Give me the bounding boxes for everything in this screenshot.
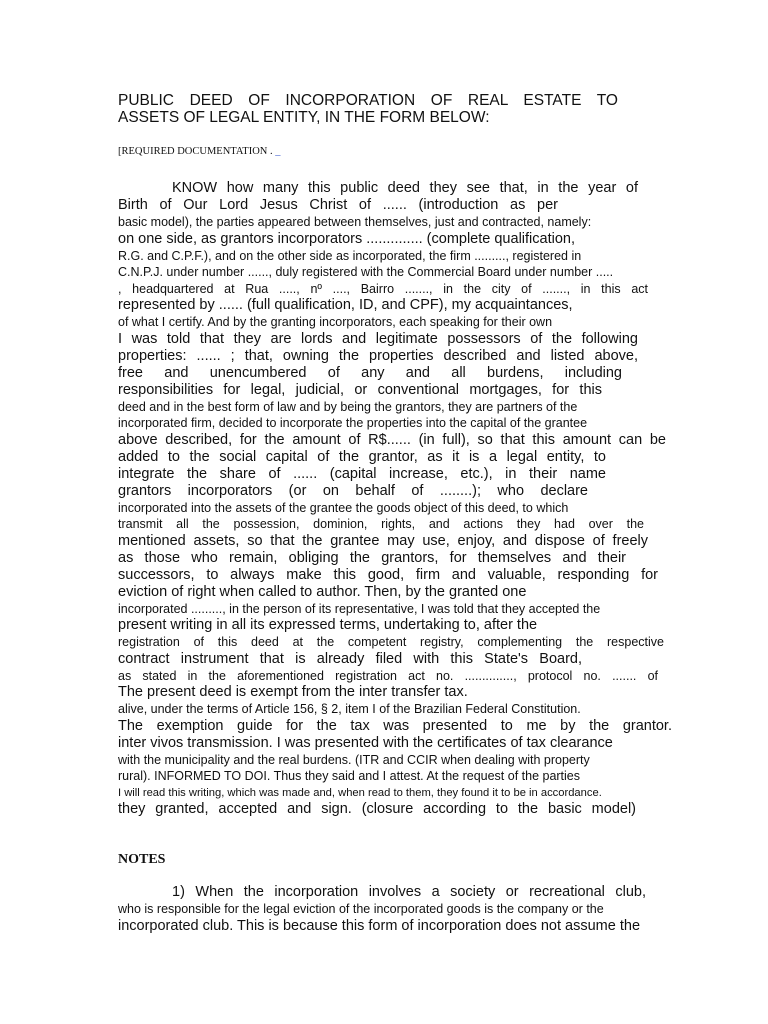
body-line: deed and in the best form of law and by being the grantors, they are partners of the (118, 399, 578, 414)
body-line: eviction of right when called to author. Then, by the granted one (118, 583, 527, 600)
body-line: , headquartered at Rua ....., nº ...., Bairro ......., in the city of ......., in this act (118, 281, 648, 296)
body-line: responsibilities for legal, judicial, or conventional mortgages, for this (118, 381, 602, 398)
body-line: I will read this writing, which was made and, when read to them, they found it to be in accordance. (118, 786, 602, 799)
body-line: as those who remain, obliging the grantors, for themselves and their (118, 549, 626, 566)
deed-title (118, 92, 618, 126)
body-line: The exemption guide for the tax was presented to me by the grantor. (118, 717, 672, 734)
note-line: incorporated club. This is because this form of incorporation does not assume the (118, 917, 641, 934)
body-line: contract instrument that is already filed with this State's Board, (118, 650, 582, 667)
body-line: they granted, accepted and sign. (closure according to the basic model) (118, 801, 636, 817)
body-line: transmit all the possession, dominion, rights, and actions they had over the (118, 517, 644, 531)
body-line: of what I certify. And by the granting incorporators, each speaking for their own (118, 315, 553, 329)
body-line: represented by ...... (full qualification, ID, and CPF), my acquaintances, (118, 297, 573, 313)
link-marker: _ (272, 146, 281, 157)
body-line: grantors incorporators (or on behalf of ........); who declare (118, 482, 588, 499)
body-line: added to the social capital of the grantor, as it is a legal entity, to (118, 448, 606, 465)
body-line: KNOW how many this public deed they see that, in the year of (172, 180, 638, 196)
body-line: mentioned assets, so that the grantee may use, enjoy, and dispose of freely (118, 532, 648, 549)
body-line: The present deed is exempt from the inter transfer tax. (118, 684, 468, 700)
body-line: incorporated into the assets of the grantee the goods object of this deed, to which (118, 500, 569, 515)
body-line: as stated in the aforementioned registration act no. .............., protocol no. ....... of (118, 668, 658, 683)
body-line: incorporated firm, decided to incorporate the properties into the capital of the grantee (118, 416, 588, 430)
body-line: incorporated ........., in the person of its representative, I was told that they accepted the (118, 601, 601, 616)
body-line: properties: ...... ; that, owning the properties described and listed above, (118, 347, 638, 364)
body-line: with the municipality and the real burdens. (ITR and CCIR when dealing with property (118, 752, 590, 767)
note-line: who is responsible for the legal eviction of the incorporated goods is the company or the (118, 902, 604, 916)
body-line: on one side, as grantors incorporators .............. (complete qualification, (118, 230, 575, 247)
body-line: successors, to always make this good, firm and valuable, responding for (118, 566, 658, 583)
title-line: ASSETS OF LEGAL ENTITY, IN THE FORM BELOW: (118, 109, 490, 126)
notes-body (118, 884, 646, 935)
body-line: alive, under the terms of Article 156, § 2, item I of the Brazilian Federal Constitution. (118, 702, 581, 716)
deed-body (118, 180, 672, 818)
notes-heading: NOTES (118, 852, 166, 867)
body-line: above described, for the amount of R$...... (in full), so that this amount can be (118, 431, 666, 448)
body-line: basic model), the parties appeared between themselves, just and contracted, namely: (118, 215, 592, 229)
body-line: integrate the share of ...... (capital increase, etc.), in their name (118, 465, 606, 482)
body-line: C.N.P.J. under number ......, duly registered with the Commercial Board under number ..... (118, 265, 614, 279)
body-line: R.G. and C.P.F.), and on the other side as incorporated, the firm ........., registered in (118, 248, 582, 263)
required-documentation-link[interactable]: [REQUIRED DOCUMENTATION . _ (118, 146, 281, 157)
body-line: inter vivos transmission. I was presented with the certificates of tax clearance (118, 734, 613, 751)
body-line: registration of this deed at the competent registry, complementing the respective (118, 635, 664, 649)
title-line: PUBLIC DEED OF INCORPORATION OF REAL ESTATE TO (118, 92, 618, 109)
body-line: free and unencumbered of any and all burdens, including (118, 364, 622, 381)
body-line: I was told that they are lords and legitimate possessors of the following (118, 330, 638, 347)
body-line: present writing in all its expressed terms, undertaking to, after the (118, 617, 538, 633)
body-line: Birth of Our Lord Jesus Christ of ...... (introduction as per (118, 197, 558, 213)
body-line: rural). INFORMED TO DOI. Thus they said and I attest. At the request of the parties (118, 769, 581, 783)
note-line: 1) When the incorporation involves a society or recreational club, (172, 884, 646, 900)
